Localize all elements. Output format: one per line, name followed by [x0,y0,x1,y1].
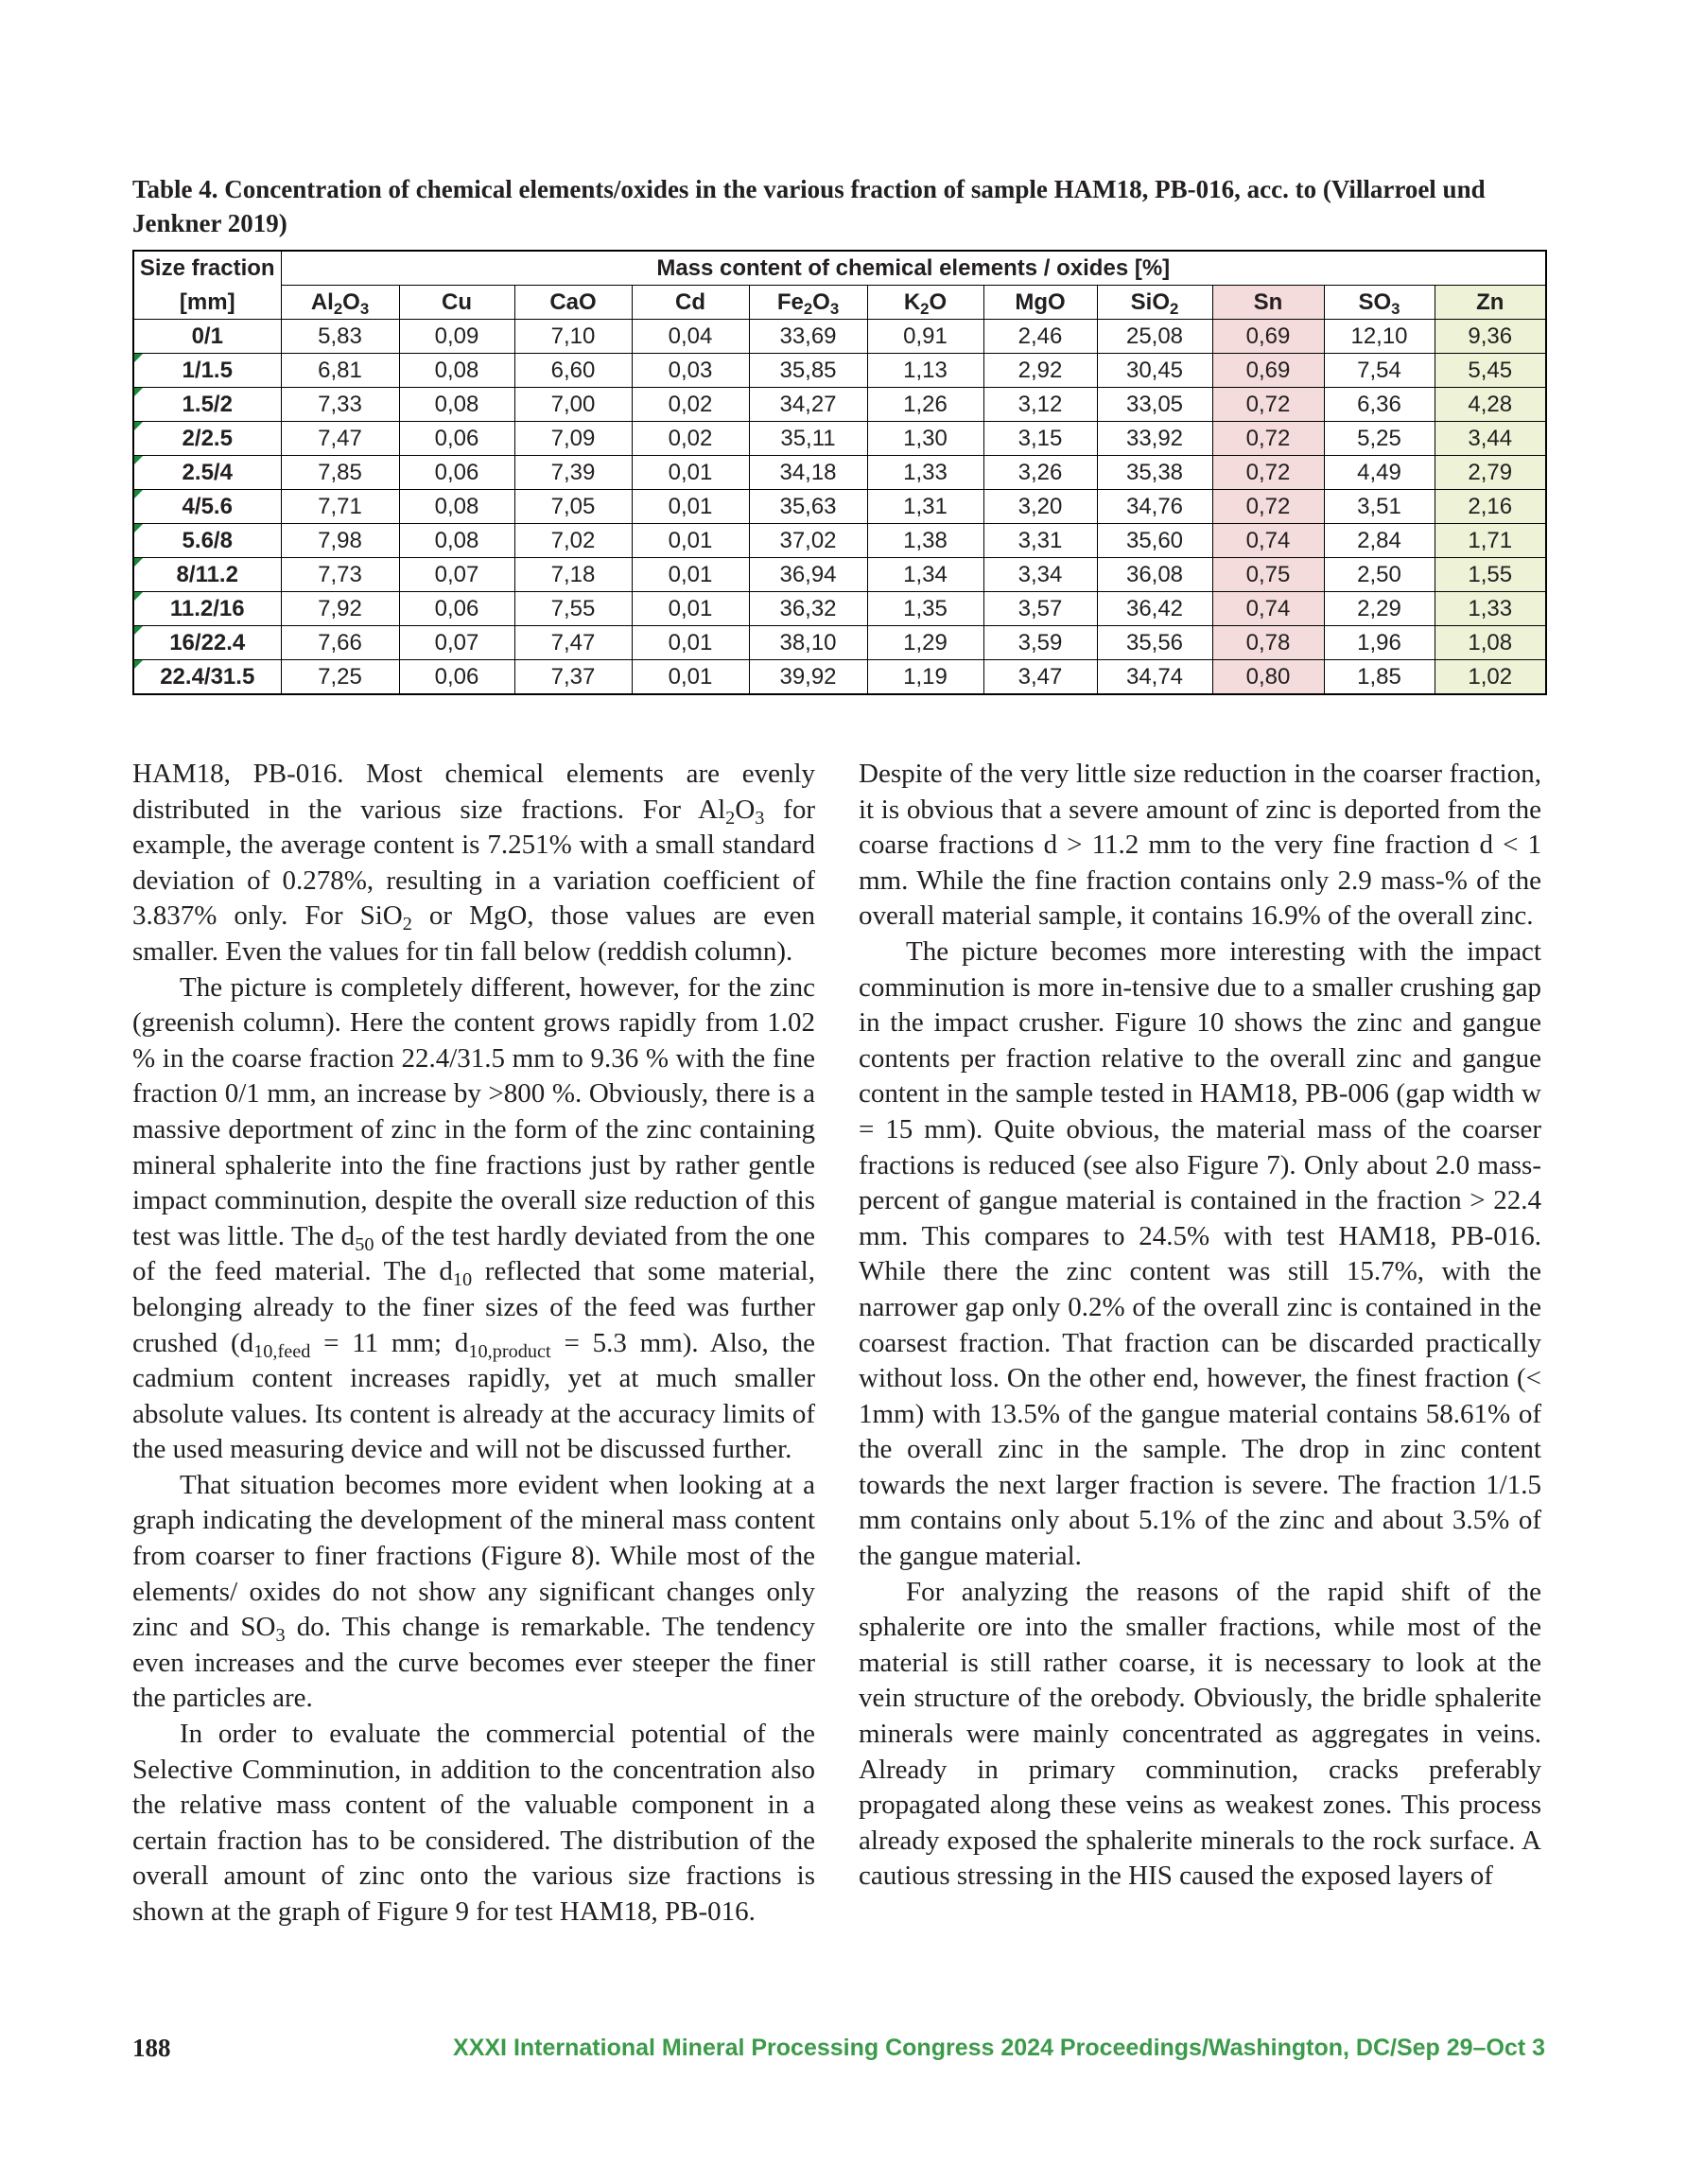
value-cell: 34,27 [749,388,867,422]
value-cell: 38,10 [749,626,867,660]
value-cell: 0,72 [1212,422,1324,456]
right-text-column [859,757,1541,1895]
table-row [133,558,1546,592]
value-cell: 0,08 [399,524,514,558]
value-cell: 2,50 [1324,558,1435,592]
value-cell: 0,72 [1212,490,1324,524]
value-cell: 33,92 [1097,422,1212,456]
value-cell: 2,92 [983,354,1097,388]
value-cell: 0,03 [632,354,749,388]
value-cell: 0,07 [399,558,514,592]
value-cell: 0,74 [1212,524,1324,558]
size-fraction-cell: 8/11.2 [133,558,281,592]
size-fraction-cell: 11.2/16 [133,592,281,626]
value-cell: 35,11 [749,422,867,456]
value-cell: 2,84 [1324,524,1435,558]
value-cell: 3,15 [983,422,1097,456]
value-cell: 5,25 [1324,422,1435,456]
value-cell: 0,06 [399,456,514,490]
paragraph: The picture becomes more interesting with the impact comminution is more in-tensive due to a smaller crushing gap in the impact crusher. Figure 10 shows the zinc and gangue contents per fraction relative to the overall zinc and gangue content in the sample tested in HAM18, PB-006 (gap width w = 15 mm). Quite obvious, the material mass of the coarser fractions is reduced (see also Figure 7). Only about 2.0 mass-percent of gangue material is contained in the fraction > 22.4 mm. This compares to 24.5% with test HAM18, PB-016. While there the zinc content was still 15.7%, with the narrower gap only 0.2% of the overall zinc is contained in the coarsest fraction. That fraction can be discarded practically without loss. On the other end, however, the finest fraction (< 1mm) with 13.5% of the gangue material contains 58.61% of the overall zinc in the sample. The drop in zinc content towards the next larger fraction is severe. The fraction 1/1.5 mm contains only about 5.1% of the zinc and about 3.5% of the gangue material. [859,935,1541,1572]
value-cell: 0,07 [399,626,514,660]
table-row [133,524,1546,558]
value-cell: 3,44 [1435,422,1546,456]
value-cell: 7,47 [514,626,632,660]
size-fraction-cell: 0/1 [133,320,281,354]
value-cell: 35,63 [749,490,867,524]
value-cell: 0,06 [399,592,514,626]
value-cell: 7,00 [514,388,632,422]
value-cell: 25,08 [1097,320,1212,354]
value-cell: 7,18 [514,558,632,592]
value-cell: 7,98 [281,524,399,558]
column-header: $K_2O$ [867,286,983,320]
value-cell: 2,79 [1435,456,1546,490]
column-header: Sn [1212,286,1324,320]
value-cell: 35,56 [1097,626,1212,660]
table-row [133,592,1546,626]
table-row [133,660,1546,695]
value-cell: 0,01 [632,626,749,660]
value-cell: 3,31 [983,524,1097,558]
value-cell: 7,33 [281,388,399,422]
value-cell: 0,78 [1212,626,1324,660]
column-header: CaO [514,286,632,320]
footer-title: XXXI International Mineral Processing Congress 2024 Proceedings/Washington, DC/Sep 29–Oct 3 [453,2035,1545,2061]
value-cell: 0,02 [632,422,749,456]
value-cell: 3,26 [983,456,1097,490]
value-cell: 3,57 [983,592,1097,626]
value-cell: 7,37 [514,660,632,695]
size-fraction-cell: 1.5/2 [133,388,281,422]
value-cell: 36,94 [749,558,867,592]
value-cell: 1,55 [1435,558,1546,592]
column-header: $Al_2O_3$ [281,286,399,320]
value-cell: 1,71 [1435,524,1546,558]
paragraph: The picture is completely different, however, for the zinc (greenish column). Here the content grows rapidly from 1.02 % in the coarse fraction 22.4/31.5 mm to 9.36 % with the fine fraction 0/1 mm, an increase by >800 %. Obviously, there is a massive deportment of zinc in the form of the zinc containing mineral sphalerite into the fine fractions just by rather gentle impact comminution, despite the overall size reduction of this test was little. The $d_{50}$ of the test hardly deviated from the one of the feed material. The $d_{10}$ reflected that some material, belonging already to the finer sizes of the feed was further crushed ($d_{10,feed} = 11$ mm; $d_{10,product} = 5.3$ mm). Also, the cadmium content increases rapidly, yet at much smaller absolute values. Its content is already at the accuracy limits of the used measuring device and will not be discussed further. [132,971,815,1465]
value-cell: 5,83 [281,320,399,354]
value-cell: 3,51 [1324,490,1435,524]
value-cell: 5,45 [1435,354,1546,388]
table-row [133,320,1546,354]
value-cell: 6,36 [1324,388,1435,422]
value-cell: 7,25 [281,660,399,695]
page-number: 188 [132,2034,171,2062]
size-header-line2: [mm] [133,286,281,320]
value-cell: 9,36 [1435,320,1546,354]
column-header: Cd [632,286,749,320]
size-fraction-cell: 1/1.5 [133,354,281,388]
value-cell: 1,38 [867,524,983,558]
column-header: SiO$_2$ [1097,286,1212,320]
group-header: Mass content of chemical elements / oxides [%] [281,251,1546,286]
value-cell: 2,29 [1324,592,1435,626]
value-cell: 7,55 [514,592,632,626]
value-cell: 7,02 [514,524,632,558]
value-cell: 1,02 [1435,660,1546,695]
value-cell: 0,04 [632,320,749,354]
value-cell: 35,85 [749,354,867,388]
column-header: Cu [399,286,514,320]
value-cell: 33,69 [749,320,867,354]
size-fraction-cell: 16/22.4 [133,626,281,660]
value-cell: 0,01 [632,490,749,524]
left-text-column [132,757,815,1931]
column-header: MgO [983,286,1097,320]
value-cell: 1,35 [867,592,983,626]
value-cell: 7,54 [1324,354,1435,388]
value-cell: 35,38 [1097,456,1212,490]
value-cell: 0,01 [632,660,749,695]
table-row [133,422,1546,456]
table-row [133,354,1546,388]
value-cell: 1,31 [867,490,983,524]
paragraph: For analyzing the reasons of the rapid shift of the sphalerite ore into the smaller fractions, while most of the material is still rather coarse, it is necessary to look at the vein structure of the orebody. Obviously, the bridle sphalerite minerals were mainly concentrated as aggregates in veins. Already in primary comminution, cracks preferably propagated along these veins as weakest zones. This process already exposed the sphalerite minerals to the rock surface. A cautious stressing in the HIS caused the exposed layers of [859,1576,1541,1892]
value-cell: 1,33 [867,456,983,490]
value-cell: 0,69 [1212,354,1324,388]
value-cell: 4,49 [1324,456,1435,490]
value-cell: 0,01 [632,558,749,592]
value-cell: 0,72 [1212,388,1324,422]
value-cell: 3,34 [983,558,1097,592]
column-header: Zn [1435,286,1546,320]
value-cell: 0,06 [399,660,514,695]
size-fraction-cell: 22.4/31.5 [133,660,281,695]
paragraph: That situation becomes more evident when looking at a graph indicating the development of the mineral mass content from coarser to finer fractions (Figure 8). While most of the elements/ oxides do not show any significant changes only zinc and $SO_3$ do. This change is remarkable. The tendency even increases and the curve becomes ever steeper the finer the particles are. [132,1469,816,1714]
value-cell: 7,47 [281,422,399,456]
value-cell: 12,10 [1324,320,1435,354]
value-cell: 0,01 [632,592,749,626]
value-cell: 7,39 [514,456,632,490]
value-cell: 1,96 [1324,626,1435,660]
value-cell: 0,91 [867,320,983,354]
value-cell: 34,18 [749,456,867,490]
value-cell: 3,12 [983,388,1097,422]
value-cell: 0,74 [1212,592,1324,626]
value-cell: 37,02 [749,524,867,558]
table-row [133,388,1546,422]
value-cell: 0,08 [399,490,514,524]
value-cell: 3,47 [983,660,1097,695]
table-row [133,626,1546,660]
value-cell: 1,19 [867,660,983,695]
value-cell: 7,09 [514,422,632,456]
size-fraction-cell: 5.6/8 [133,524,281,558]
size-header-line1: Size fraction [133,251,281,286]
size-fraction-cell: 4/5.6 [133,490,281,524]
value-cell: 0,72 [1212,456,1324,490]
value-cell: 2,16 [1435,490,1546,524]
value-cell: 0,02 [632,388,749,422]
value-cell: 39,92 [749,660,867,695]
paragraph: Despite of the very little size reduction in the coarser fraction, it is obvious that a severe amount of zinc is deported from the coarse fractions d > 11.2 mm to the very fine fraction d < 1 mm. While the fine fraction contains only 2.9 mass-% of the overall material sample, it contains 16.9% of the overall zinc. [859,759,1541,932]
value-cell: 7,10 [514,320,632,354]
value-cell: 1,33 [1435,592,1546,626]
column-header: $SO_3$ [1324,286,1435,320]
value-cell: 4,28 [1435,388,1546,422]
value-cell: 1,29 [867,626,983,660]
value-cell: 0,06 [399,422,514,456]
paragraph: HAM18, PB-016. Most chemical elements are evenly distributed in the various size fractions. For $Al_2O_3$ for example, the average content is 7.251% with a small standard deviation of 0.278%, resulting in a variation coefficient of 3.837% only. For SiO$_2$ or MgO, those values are even smaller. Even the values for tin fall below (reddish column). [132,759,815,967]
value-cell: 7,05 [514,490,632,524]
value-cell: 0,01 [632,524,749,558]
value-cell: 2,46 [983,320,1097,354]
value-cell: 1,08 [1435,626,1546,660]
value-cell: 7,66 [281,626,399,660]
value-cell: 36,32 [749,592,867,626]
value-cell: 7,92 [281,592,399,626]
value-cell: 35,60 [1097,524,1212,558]
value-cell: 7,85 [281,456,399,490]
value-cell: 36,42 [1097,592,1212,626]
value-cell: 0,69 [1212,320,1324,354]
table-row [133,456,1546,490]
value-cell: 6,60 [514,354,632,388]
paragraph: In order to evaluate the commercial potential of the Selective Comminution, in addition to the concentration also the relative mass content of the valuable component in a certain fraction has to be considered. The distribution of the overall amount of zinc onto the various size fractions is shown at the graph of Figure 9 for test HAM18, PB-016. [132,1719,815,1927]
table-row [133,490,1546,524]
value-cell: 0,80 [1212,660,1324,695]
value-cell: 7,73 [281,558,399,592]
value-cell: 36,08 [1097,558,1212,592]
data-table [132,250,1547,695]
value-cell: 0,01 [632,456,749,490]
value-cell: 0,08 [399,388,514,422]
value-cell: 6,81 [281,354,399,388]
value-cell: 1,13 [867,354,983,388]
value-cell: 1,34 [867,558,983,592]
value-cell: 0,75 [1212,558,1324,592]
value-cell: 0,09 [399,320,514,354]
value-cell: 3,20 [983,490,1097,524]
size-fraction-cell: 2.5/4 [133,456,281,490]
value-cell: 30,45 [1097,354,1212,388]
table-caption: Table 4. Concentration of chemical elements/oxides in the various fraction of sample HAM18, PB-016, acc. to (Villarroel und Jenkner 2019) [132,175,1486,237]
column-header: $Fe_2O_3$ [749,286,867,320]
value-cell: 3,59 [983,626,1097,660]
value-cell: 7,71 [281,490,399,524]
value-cell: 1,26 [867,388,983,422]
table-container [132,250,1545,695]
value-cell: 34,76 [1097,490,1212,524]
size-fraction-cell: 2/2.5 [133,422,281,456]
value-cell: 1,85 [1324,660,1435,695]
value-cell: 1,30 [867,422,983,456]
value-cell: 0,08 [399,354,514,388]
value-cell: 34,74 [1097,660,1212,695]
value-cell: 33,05 [1097,388,1212,422]
